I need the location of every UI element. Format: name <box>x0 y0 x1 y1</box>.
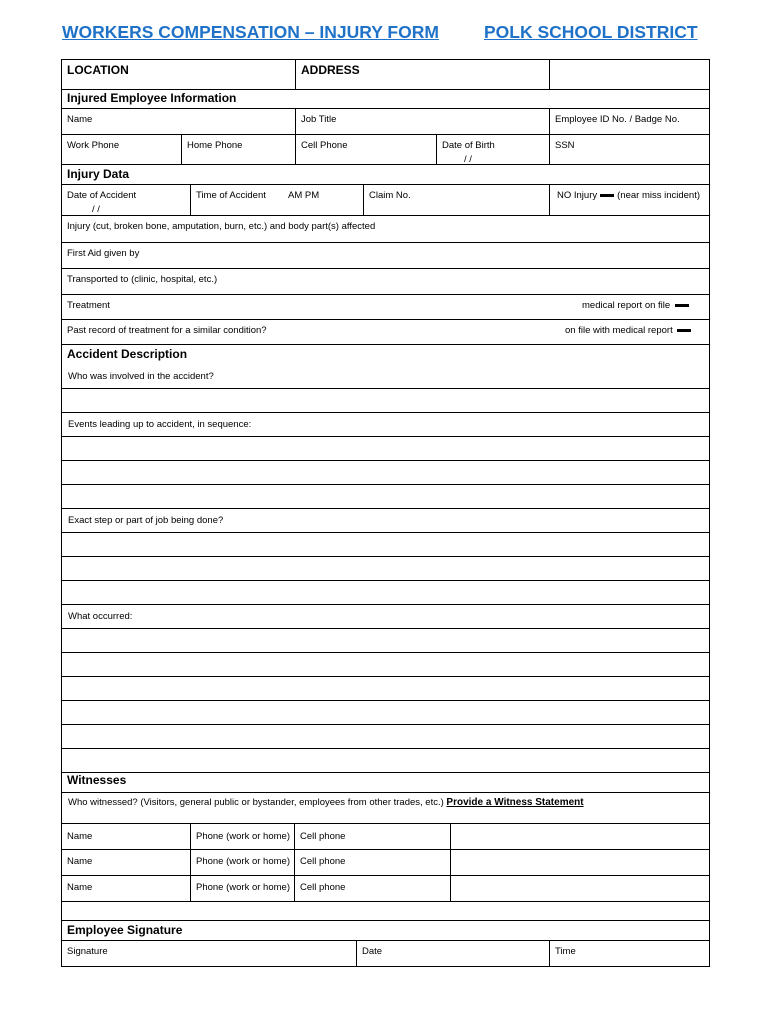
who-witnessed-label: Who witnessed? (Visitors, general public or bystander, employees from other trades, etc.) <box>68 797 444 808</box>
form-title: WORKERS COMPENSATION – INJURY FORM <box>62 22 439 42</box>
injury-description-field[interactable]: Injury (cut, broken bone, amputation, burn, etc.) and body part(s) affected <box>67 221 376 232</box>
dob-slashes: / / <box>464 154 472 165</box>
no-injury-checkbox[interactable] <box>600 194 614 197</box>
on-file-checkbox[interactable] <box>677 329 691 332</box>
ssn-field[interactable]: SSN <box>555 140 575 151</box>
witness-name-field[interactable]: Name <box>67 882 93 893</box>
witness-name-field[interactable]: Name <box>67 856 93 867</box>
witness-statement-link[interactable]: Provide a Witness Statement <box>446 797 584 808</box>
district-name: POLK SCHOOL DISTRICT <box>484 22 698 42</box>
first-aid-field[interactable]: First Aid given by <box>67 248 140 259</box>
signature-field[interactable]: Signature <box>67 946 108 957</box>
exact-step-label: Exact step or part of job being done? <box>68 515 224 526</box>
medical-report-label: medical report on file <box>582 300 671 311</box>
past-record-field[interactable]: Past record of treatment for a similar condition? <box>67 325 267 336</box>
witness-phone-field[interactable]: Phone (work or home) <box>196 831 290 842</box>
section-injury-heading: Injury Data <box>67 167 130 181</box>
blank-field[interactable] <box>549 59 710 90</box>
witness-phone-field[interactable]: Phone (work or home) <box>196 856 290 867</box>
witness-cell-field[interactable]: Cell phone <box>300 831 346 842</box>
claim-no-field[interactable]: Claim No. <box>369 190 411 201</box>
accident-date-slashes: / / <box>92 204 100 215</box>
cell-phone-field[interactable]: Cell Phone <box>301 140 348 151</box>
medical-report-option[interactable] <box>582 300 692 311</box>
section-accident-heading: Accident Description <box>67 347 188 361</box>
what-occurred-label: What occurred: <box>68 611 133 622</box>
employee-id-field[interactable]: Employee ID No. / Badge No. <box>555 114 680 125</box>
date-of-birth-field[interactable]: Date of Birth <box>442 140 495 151</box>
witness-name-field[interactable]: Name <box>67 831 93 842</box>
witness-cell-field[interactable]: Cell phone <box>300 856 346 867</box>
on-file-option[interactable] <box>565 325 694 336</box>
job-title-field[interactable]: Job Title <box>301 114 337 125</box>
witness-phone-field[interactable]: Phone (work or home) <box>196 882 290 893</box>
who-involved-label: Who was involved in the accident? <box>68 371 214 382</box>
address-label: ADDRESS <box>301 63 360 77</box>
near-miss-label: (near miss incident) <box>617 190 701 201</box>
who-witnessed-row <box>68 797 584 808</box>
location-label: LOCATION <box>67 63 129 77</box>
events-label: Events leading up to accident, in sequence: <box>68 419 252 430</box>
employee-name-field[interactable]: Name <box>67 114 93 125</box>
time-of-accident-field[interactable]: Time of Accident <box>196 190 266 201</box>
home-phone-field[interactable]: Home Phone <box>187 140 243 151</box>
transported-to-field[interactable]: Transported to (clinic, hospital, etc.) <box>67 274 218 285</box>
work-phone-field[interactable]: Work Phone <box>67 140 120 151</box>
section-signature-heading: Employee Signature <box>67 923 183 937</box>
section-witnesses-heading: Witnesses <box>67 773 127 787</box>
signature-time-field[interactable]: Time <box>555 946 576 957</box>
date-of-accident-field[interactable]: Date of Accident <box>67 190 137 201</box>
on-file-label: on file with medical report <box>565 325 673 336</box>
signature-date-field[interactable]: Date <box>362 946 383 957</box>
no-injury-label: NO Injury <box>557 190 598 201</box>
section-employee-heading: Injured Employee Information <box>67 91 237 105</box>
medical-report-checkbox[interactable] <box>675 304 689 307</box>
no-injury-option[interactable] <box>557 190 700 201</box>
witness-cell-field[interactable]: Cell phone <box>300 882 346 893</box>
am-pm-options[interactable]: AM PM <box>288 190 320 201</box>
treatment-field[interactable]: Treatment <box>67 300 110 311</box>
